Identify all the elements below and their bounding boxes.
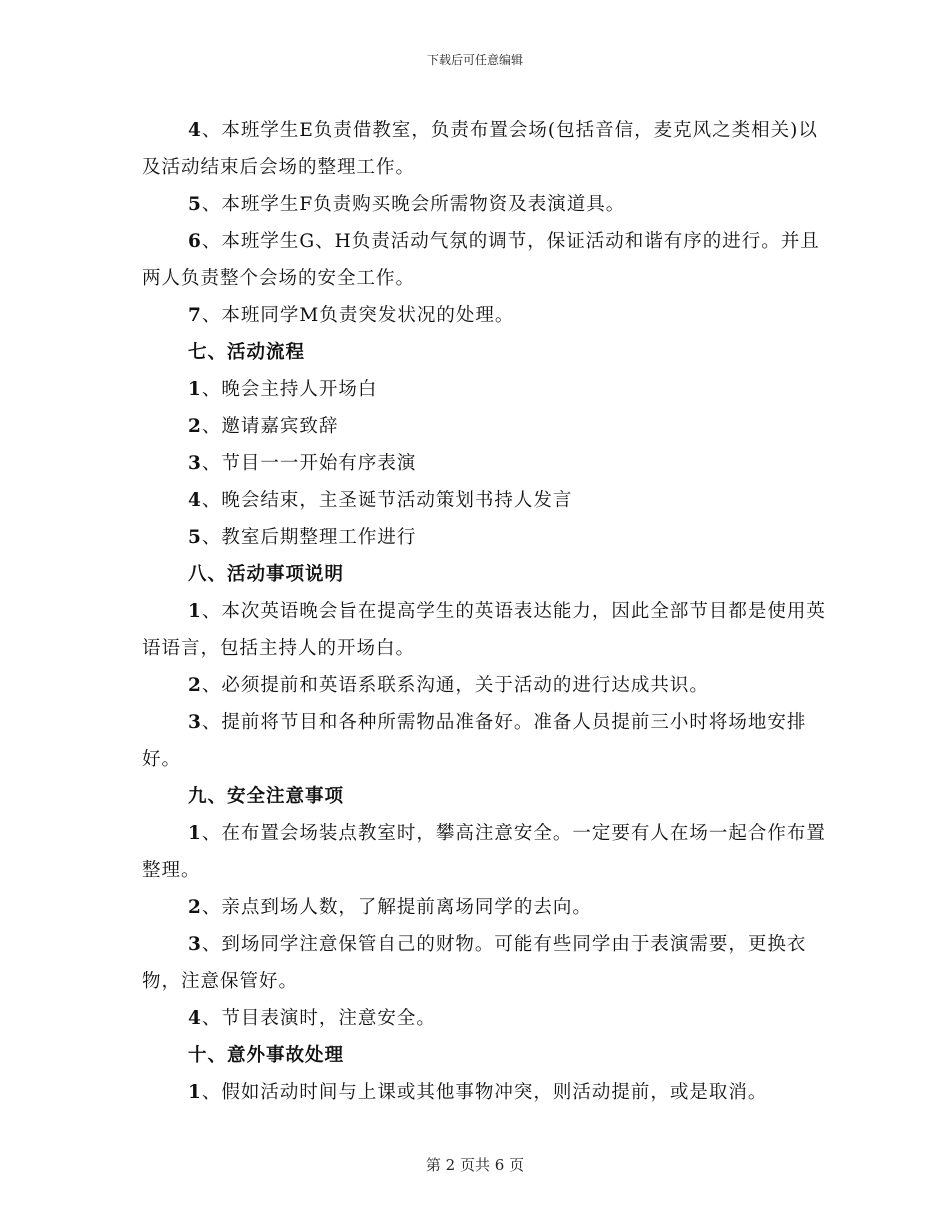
paragraph-text: 、假如活动时间与上课或其他事物冲突，则活动提前，或是取消。 xyxy=(201,1082,768,1103)
item-number: 5 xyxy=(188,527,202,548)
paragraph-text: 、本班学生E负责借教室，负责布置会场(包括音信，麦克风之类相关)以及活动结束后会场的整理工作。 xyxy=(142,120,818,178)
paragraph xyxy=(142,815,832,889)
paragraph xyxy=(142,704,832,778)
paragraph-text: 、到场同学注意保管自己的财物。可能有些同学由于表演需要，更换衣物，注意保管好。 xyxy=(142,934,807,992)
paragraph xyxy=(142,482,832,519)
item-number: 3 xyxy=(188,712,202,733)
item-number: 1 xyxy=(188,379,202,400)
paragraph-text: 、晚会结束，主圣诞节活动策划书持人发言 xyxy=(201,490,573,511)
item-number: 4 xyxy=(188,120,202,141)
paragraph-text: 、在布置会场装点教室时，攀高注意安全。一定要有人在场一起合作布置整理。 xyxy=(142,823,826,881)
section-heading: 七、活动流程 xyxy=(188,342,306,363)
item-number: 3 xyxy=(188,453,202,474)
paragraph xyxy=(142,667,832,704)
item-number: 3 xyxy=(188,934,202,955)
paragraph xyxy=(142,926,832,1000)
paragraph xyxy=(142,186,832,223)
item-number: 1 xyxy=(188,601,202,622)
section-heading: 九、安全注意事项 xyxy=(188,786,345,807)
paragraph xyxy=(142,445,832,482)
paragraph xyxy=(142,223,832,297)
paragraph-text: 、邀请嘉宾致辞 xyxy=(201,416,339,437)
paragraph-text: 、本班同学M负责突发状况的处理。 xyxy=(201,305,515,326)
item-number: 4 xyxy=(188,490,202,511)
item-number: 2 xyxy=(188,675,202,696)
item-number: 7 xyxy=(188,305,202,326)
item-number: 1 xyxy=(188,1082,202,1103)
section-heading: 十、意外事故处理 xyxy=(188,1045,345,1066)
item-number: 2 xyxy=(188,897,202,918)
paragraph-text: 、必须提前和英语系联系沟通，关于活动的进行达成共识。 xyxy=(201,675,709,696)
page-header: 下载后可任意编辑 xyxy=(426,53,523,67)
paragraph xyxy=(142,1074,832,1111)
item-number: 2 xyxy=(188,416,202,437)
paragraph-text: 、晚会主持人开场白 xyxy=(201,379,378,400)
paragraph-text: 、教室后期整理工作进行 xyxy=(201,527,417,548)
item-number: 4 xyxy=(188,1008,202,1029)
paragraph-text: 、本班学生G、H负责活动气氛的调节，保证活动和谐有序的进行。并且两人负责整个会场的安全工作。 xyxy=(142,231,820,289)
paragraph xyxy=(142,371,832,408)
section-heading: 八、活动事项说明 xyxy=(188,564,345,585)
paragraph xyxy=(142,112,832,186)
paragraph-text: 、本次英语晚会旨在提高学生的英语表达能力，因此全部节目都是使用英语语言，包括主持人的开场白。 xyxy=(142,601,826,659)
page-footer: 第 2 页共 6 页 xyxy=(425,1156,525,1174)
paragraph xyxy=(142,1000,832,1037)
document-body xyxy=(142,112,832,1111)
paragraph xyxy=(142,889,832,926)
paragraph-text: 、亲点到场人数，了解提前离场同学的去向。 xyxy=(201,897,592,918)
item-number: 6 xyxy=(188,231,202,252)
item-number: 5 xyxy=(188,194,202,215)
paragraph xyxy=(142,593,832,667)
paragraph-text: 、本班学生F负责购买晚会所需物资及表演道具。 xyxy=(201,194,626,215)
item-number: 1 xyxy=(188,823,202,844)
paragraph-text: 、节目表演时，注意安全。 xyxy=(201,1008,436,1029)
paragraph-text: 、提前将节目和各种所需物品准备好。准备人员提前三小时将场地安排好。 xyxy=(142,712,807,770)
paragraph-text: 、节目一一开始有序表演 xyxy=(201,453,417,474)
paragraph xyxy=(142,408,832,445)
paragraph xyxy=(142,519,832,556)
paragraph xyxy=(142,297,832,334)
